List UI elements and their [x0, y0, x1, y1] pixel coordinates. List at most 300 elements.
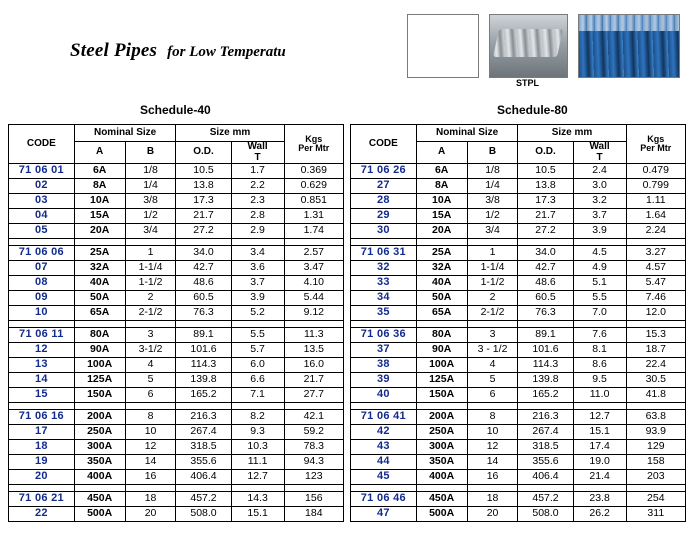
title-subtitle: for Low Temperatu — [167, 44, 286, 60]
schedule-40-table — [8, 124, 344, 522]
group-spacer-cell — [626, 485, 685, 492]
cell-od: 13.8 — [518, 179, 573, 194]
cell-od: 101.6 — [176, 343, 231, 358]
cell-od: 27.2 — [518, 224, 573, 239]
cell-od: 216.3 — [176, 410, 231, 425]
group-spacer-cell — [74, 485, 125, 492]
steel-pipes-cut-ends-photo — [489, 14, 568, 78]
cell-wall-t: 3.4 — [231, 246, 284, 261]
blue-coated-pipes-photo — [578, 14, 680, 78]
cell-od: 60.5 — [176, 291, 231, 306]
cell-nominal-a: 450A — [74, 492, 125, 507]
group-spacer-cell — [74, 403, 125, 410]
group-spacer — [351, 485, 686, 492]
group-spacer-cell — [626, 321, 685, 328]
table-row[interactable] — [9, 455, 344, 470]
cell-code: 71 06 11 — [9, 328, 75, 343]
cell-nominal-a: 400A — [74, 470, 125, 485]
cell-kgs-per-mtr: 11.3 — [284, 328, 343, 343]
title-main: Steel Pipes — [70, 40, 158, 61]
table-row[interactable] — [9, 410, 344, 425]
cell-nominal-b: 1-1/4 — [125, 261, 176, 276]
cell-wall-t: 26.2 — [573, 507, 626, 522]
cell-code: 04 — [9, 209, 75, 224]
cell-nominal-b: 5 — [125, 373, 176, 388]
cell-code: 71 06 36 — [351, 328, 417, 343]
cell-wall-t: 5.7 — [231, 343, 284, 358]
group-spacer-cell — [518, 485, 573, 492]
group-spacer-cell — [518, 239, 573, 246]
col-wall-line1: Wall — [589, 141, 610, 152]
cell-kgs-per-mtr: 4.57 — [626, 261, 685, 276]
schedule-80-table — [350, 124, 686, 522]
cell-kgs-per-mtr: 63.8 — [626, 410, 685, 425]
cell-code: 02 — [9, 179, 75, 194]
table-row[interactable] — [351, 388, 686, 403]
cell-nominal-a: 100A — [416, 358, 467, 373]
col-kgs-per-mtr — [626, 125, 685, 164]
cell-wall-t: 2.4 — [573, 164, 626, 179]
cell-wall-t: 9.3 — [231, 425, 284, 440]
cell-nominal-b: 3/8 — [125, 194, 176, 209]
group-spacer-cell — [467, 403, 518, 410]
cell-nominal-a: 8A — [74, 179, 125, 194]
cell-od: 406.4 — [176, 470, 231, 485]
cell-kgs-per-mtr: 311 — [626, 507, 685, 522]
cell-nominal-b: 3/4 — [125, 224, 176, 239]
cell-code: 44 — [351, 455, 417, 470]
table-row[interactable] — [9, 261, 344, 276]
cell-kgs-per-mtr: 94.3 — [284, 455, 343, 470]
cell-code: 20 — [9, 470, 75, 485]
cell-od: 89.1 — [518, 328, 573, 343]
group-spacer-cell — [467, 321, 518, 328]
cell-nominal-b: 1/8 — [125, 164, 176, 179]
table-row[interactable] — [9, 276, 344, 291]
cell-nominal-a: 10A — [416, 194, 467, 209]
table-row[interactable] — [9, 209, 344, 224]
table-row[interactable] — [351, 261, 686, 276]
table-row[interactable] — [9, 306, 344, 321]
cell-kgs-per-mtr: 21.7 — [284, 373, 343, 388]
cell-wall-t: 6.6 — [231, 373, 284, 388]
cell-nominal-b: 2 — [125, 291, 176, 306]
group-spacer-cell — [518, 403, 573, 410]
cell-kgs-per-mtr: 0.369 — [284, 164, 343, 179]
group-spacer-cell — [9, 485, 75, 492]
cell-wall-t: 5.2 — [231, 306, 284, 321]
cell-nominal-a: 50A — [416, 291, 467, 306]
cell-od: 165.2 — [518, 388, 573, 403]
cell-od: 114.3 — [518, 358, 573, 373]
cell-nominal-a: 250A — [74, 425, 125, 440]
cell-code: 22 — [9, 507, 75, 522]
table-row[interactable] — [9, 388, 344, 403]
cell-kgs-per-mtr: 2.57 — [284, 246, 343, 261]
group-spacer-cell — [231, 321, 284, 328]
table-row[interactable] — [9, 343, 344, 358]
group-spacer-cell — [573, 485, 626, 492]
cell-nominal-a: 200A — [416, 410, 467, 425]
cell-kgs-per-mtr: 123 — [284, 470, 343, 485]
cell-wall-t: 12.7 — [231, 470, 284, 485]
cell-nominal-a: 6A — [416, 164, 467, 179]
cell-od: 267.4 — [518, 425, 573, 440]
cell-nominal-b: 18 — [125, 492, 176, 507]
table-row[interactable] — [351, 455, 686, 470]
cell-kgs-per-mtr: 3.47 — [284, 261, 343, 276]
col-kgs-line2: Per Mtr — [298, 143, 330, 153]
group-spacer-cell — [467, 485, 518, 492]
cell-wall-t: 2.9 — [231, 224, 284, 239]
group-spacer-cell — [416, 321, 467, 328]
cell-od: 457.2 — [518, 492, 573, 507]
cell-od: 34.0 — [518, 246, 573, 261]
cell-nominal-a: 150A — [74, 388, 125, 403]
table-row[interactable] — [351, 470, 686, 485]
cell-wall-t: 2.2 — [231, 179, 284, 194]
cell-code: 34 — [351, 291, 417, 306]
cell-nominal-a: 80A — [416, 328, 467, 343]
cell-code: 29 — [351, 209, 417, 224]
table-row[interactable] — [9, 373, 344, 388]
cell-od: 13.8 — [176, 179, 231, 194]
group-spacer — [9, 403, 344, 410]
cell-nominal-b: 10 — [125, 425, 176, 440]
page-title — [70, 40, 286, 62]
table-row[interactable] — [351, 373, 686, 388]
cell-nominal-b: 1 — [125, 246, 176, 261]
cell-nominal-a: 6A — [74, 164, 125, 179]
cell-nominal-a: 125A — [416, 373, 467, 388]
cell-kgs-per-mtr: 156 — [284, 492, 343, 507]
table-row[interactable] — [351, 224, 686, 239]
cell-nominal-b: 16 — [467, 470, 518, 485]
cell-nominal-b: 3 - 1/2 — [467, 343, 518, 358]
cell-od: 165.2 — [176, 388, 231, 403]
table-row[interactable] — [9, 246, 344, 261]
group-spacer — [9, 239, 344, 246]
schedule-40-table-body — [9, 164, 344, 522]
cell-code: 43 — [351, 440, 417, 455]
cell-nominal-b: 1/4 — [125, 179, 176, 194]
cell-code: 17 — [9, 425, 75, 440]
cell-nominal-b: 18 — [467, 492, 518, 507]
table-row[interactable] — [9, 358, 344, 373]
cell-nominal-b: 1-1/2 — [125, 276, 176, 291]
cell-nominal-a: 80A — [74, 328, 125, 343]
group-spacer-cell — [284, 403, 343, 410]
cell-od: 10.5 — [518, 164, 573, 179]
cell-nominal-a: 40A — [416, 276, 467, 291]
cell-nominal-b: 2-1/2 — [125, 306, 176, 321]
group-spacer-cell — [284, 239, 343, 246]
table-row[interactable] — [351, 507, 686, 522]
cell-wall-t: 15.1 — [231, 507, 284, 522]
group-spacer-cell — [125, 403, 176, 410]
cell-nominal-b: 14 — [125, 455, 176, 470]
cell-nominal-a: 90A — [416, 343, 467, 358]
cell-nominal-a: 350A — [416, 455, 467, 470]
cell-kgs-per-mtr: 15.3 — [626, 328, 685, 343]
table-row[interactable] — [351, 410, 686, 425]
cell-code: 40 — [351, 388, 417, 403]
cell-code: 12 — [9, 343, 75, 358]
cell-kgs-per-mtr: 12.0 — [626, 306, 685, 321]
cell-nominal-a: 25A — [74, 246, 125, 261]
schedule-80-heading: Schedule-80 — [497, 103, 568, 117]
cell-wall-t: 7.1 — [231, 388, 284, 403]
group-spacer-cell — [573, 321, 626, 328]
group-spacer-cell — [416, 403, 467, 410]
cell-nominal-a: 65A — [74, 306, 125, 321]
cell-od: 267.4 — [176, 425, 231, 440]
table-row[interactable] — [9, 224, 344, 239]
group-spacer — [9, 321, 344, 328]
group-spacer-cell — [416, 485, 467, 492]
group-spacer — [9, 485, 344, 492]
table-row[interactable] — [9, 328, 344, 343]
cell-nominal-a: 350A — [74, 455, 125, 470]
cell-kgs-per-mtr: 16.0 — [284, 358, 343, 373]
table-row[interactable] — [9, 194, 344, 209]
cell-wall-t: 9.5 — [573, 373, 626, 388]
col-b: B — [125, 142, 176, 164]
cell-nominal-a: 40A — [74, 276, 125, 291]
cell-od: 318.5 — [518, 440, 573, 455]
cell-nominal-a: 20A — [416, 224, 467, 239]
cell-code: 71 06 26 — [351, 164, 417, 179]
cell-nominal-b: 20 — [467, 507, 518, 522]
cell-wall-t: 10.3 — [231, 440, 284, 455]
cell-wall-t: 8.6 — [573, 358, 626, 373]
cell-kgs-per-mtr: 42.1 — [284, 410, 343, 425]
table-row[interactable] — [9, 470, 344, 485]
cell-nominal-b: 20 — [125, 507, 176, 522]
group-spacer-cell — [231, 403, 284, 410]
cell-code: 37 — [351, 343, 417, 358]
cell-kgs-per-mtr: 1.74 — [284, 224, 343, 239]
cell-code: 71 06 46 — [351, 492, 417, 507]
table-row[interactable] — [351, 492, 686, 507]
cell-nominal-a: 300A — [416, 440, 467, 455]
cell-code: 15 — [9, 388, 75, 403]
cell-od: 27.2 — [176, 224, 231, 239]
table-row[interactable] — [9, 440, 344, 455]
group-spacer — [351, 239, 686, 246]
cell-wall-t: 14.3 — [231, 492, 284, 507]
group-spacer-cell — [467, 239, 518, 246]
cell-code: 38 — [351, 358, 417, 373]
cell-nominal-b: 3-1/2 — [125, 343, 176, 358]
group-spacer-cell — [573, 239, 626, 246]
cell-nominal-a: 250A — [416, 425, 467, 440]
cell-kgs-per-mtr: 158 — [626, 455, 685, 470]
cell-kgs-per-mtr: 30.5 — [626, 373, 685, 388]
table-row[interactable] — [9, 291, 344, 306]
schedule-40-heading: Schedule-40 — [140, 103, 211, 117]
cell-wall-t: 4.5 — [573, 246, 626, 261]
cell-code: 27 — [351, 179, 417, 194]
cell-wall-t: 11.0 — [573, 388, 626, 403]
cell-code: 30 — [351, 224, 417, 239]
table-row[interactable] — [9, 507, 344, 522]
cell-nominal-a: 15A — [416, 209, 467, 224]
table-row[interactable] — [351, 164, 686, 179]
group-spacer — [351, 321, 686, 328]
cell-nominal-b: 6 — [467, 388, 518, 403]
cell-od: 48.6 — [518, 276, 573, 291]
col-kgs-line2: Per Mtr — [640, 143, 672, 153]
cell-nominal-b: 1/2 — [467, 209, 518, 224]
table-row[interactable] — [351, 328, 686, 343]
cell-wall-t: 7.6 — [573, 328, 626, 343]
cell-code: 10 — [9, 306, 75, 321]
col-b: B — [467, 142, 518, 164]
cell-nominal-b: 3/4 — [467, 224, 518, 239]
cell-wall-t: 3.7 — [573, 209, 626, 224]
cell-kgs-per-mtr: 0.479 — [626, 164, 685, 179]
table-row[interactable] — [351, 179, 686, 194]
cell-nominal-a: 400A — [416, 470, 467, 485]
col-kgs-line1: Kgs — [647, 133, 665, 144]
cell-kgs-per-mtr: 0.799 — [626, 179, 685, 194]
cell-nominal-a: 8A — [416, 179, 467, 194]
cell-od: 139.8 — [176, 373, 231, 388]
cell-nominal-a: 50A — [74, 291, 125, 306]
table-row[interactable] — [351, 209, 686, 224]
cell-kgs-per-mtr: 1.31 — [284, 209, 343, 224]
cell-nominal-b: 1-1/4 — [467, 261, 518, 276]
cell-code: 19 — [9, 455, 75, 470]
cell-od: 406.4 — [518, 470, 573, 485]
cell-od: 17.3 — [176, 194, 231, 209]
cell-od: 457.2 — [176, 492, 231, 507]
cell-kgs-per-mtr: 9.12 — [284, 306, 343, 321]
table-row[interactable] — [9, 164, 344, 179]
col-size-mm: Size mm — [518, 125, 626, 142]
cell-wall-t: 1.7 — [231, 164, 284, 179]
cell-od: 89.1 — [176, 328, 231, 343]
table-row[interactable] — [351, 276, 686, 291]
cell-od: 17.3 — [518, 194, 573, 209]
cell-code: 71 06 06 — [9, 246, 75, 261]
cell-wall-t: 3.9 — [231, 291, 284, 306]
table-row[interactable] — [351, 194, 686, 209]
cell-wall-t: 3.9 — [573, 224, 626, 239]
cell-nominal-a: 32A — [74, 261, 125, 276]
cell-wall-t: 15.1 — [573, 425, 626, 440]
cell-nominal-b: 12 — [125, 440, 176, 455]
table-row[interactable] — [351, 358, 686, 373]
cell-kgs-per-mtr: 78.3 — [284, 440, 343, 455]
cell-code: 42 — [351, 425, 417, 440]
group-spacer-cell — [176, 485, 231, 492]
cell-wall-t: 8.1 — [573, 343, 626, 358]
col-code: CODE — [351, 125, 417, 164]
cell-wall-t: 2.3 — [231, 194, 284, 209]
cell-nominal-b: 8 — [125, 410, 176, 425]
group-spacer-cell — [351, 485, 417, 492]
cell-code: 18 — [9, 440, 75, 455]
table-row[interactable] — [351, 291, 686, 306]
cell-wall-t: 3.0 — [573, 179, 626, 194]
cell-wall-t: 6.0 — [231, 358, 284, 373]
group-spacer-cell — [176, 239, 231, 246]
cell-code: 32 — [351, 261, 417, 276]
cell-wall-t: 5.5 — [231, 328, 284, 343]
cell-nominal-b: 2 — [467, 291, 518, 306]
cell-nominal-b: 1/8 — [467, 164, 518, 179]
table-row[interactable] — [351, 246, 686, 261]
cell-kgs-per-mtr: 1.64 — [626, 209, 685, 224]
group-spacer-cell — [351, 239, 417, 246]
cell-code: 09 — [9, 291, 75, 306]
table-row[interactable] — [351, 440, 686, 455]
cell-code: 13 — [9, 358, 75, 373]
cell-kgs-per-mtr: 93.9 — [626, 425, 685, 440]
group-spacer — [351, 403, 686, 410]
table-row[interactable] — [351, 425, 686, 440]
cell-code: 35 — [351, 306, 417, 321]
group-spacer-cell — [9, 403, 75, 410]
cell-wall-t: 23.8 — [573, 492, 626, 507]
group-spacer-cell — [74, 321, 125, 328]
cell-od: 21.7 — [518, 209, 573, 224]
col-wall — [231, 142, 284, 164]
table-row[interactable] — [9, 425, 344, 440]
cell-kgs-per-mtr: 18.7 — [626, 343, 685, 358]
group-spacer-cell — [125, 485, 176, 492]
cell-od: 508.0 — [176, 507, 231, 522]
cell-od: 42.7 — [518, 261, 573, 276]
cell-nominal-b: 2-1/2 — [467, 306, 518, 321]
cell-wall-t: 2.8 — [231, 209, 284, 224]
cell-nominal-a: 15A — [74, 209, 125, 224]
col-kgs-per-mtr — [284, 125, 343, 164]
cell-nominal-a: 32A — [416, 261, 467, 276]
cell-wall-t: 17.4 — [573, 440, 626, 455]
table-row[interactable] — [9, 179, 344, 194]
cell-wall-t: 8.2 — [231, 410, 284, 425]
cell-nominal-a: 90A — [74, 343, 125, 358]
cell-code: 14 — [9, 373, 75, 388]
cell-nominal-a: 125A — [74, 373, 125, 388]
cell-od: 76.3 — [176, 306, 231, 321]
table-row[interactable] — [351, 343, 686, 358]
cell-kgs-per-mtr: 2.24 — [626, 224, 685, 239]
cell-od: 216.3 — [518, 410, 573, 425]
cell-kgs-per-mtr: 13.5 — [284, 343, 343, 358]
cell-code: 71 06 16 — [9, 410, 75, 425]
cell-od: 355.6 — [518, 455, 573, 470]
group-spacer-cell — [626, 403, 685, 410]
group-spacer-cell — [231, 485, 284, 492]
cell-nominal-b: 6 — [125, 388, 176, 403]
col-kgs-line1: Kgs — [305, 133, 323, 144]
cell-kgs-per-mtr: 1.11 — [626, 194, 685, 209]
group-spacer-cell — [74, 239, 125, 246]
cell-kgs-per-mtr: 7.46 — [626, 291, 685, 306]
table-row[interactable] — [351, 306, 686, 321]
group-spacer-cell — [176, 321, 231, 328]
cell-od: 34.0 — [176, 246, 231, 261]
col-size-mm: Size mm — [176, 125, 284, 142]
cell-kgs-per-mtr: 4.10 — [284, 276, 343, 291]
table-row[interactable] — [9, 492, 344, 507]
group-spacer-cell — [351, 403, 417, 410]
cell-nominal-b: 3 — [125, 328, 176, 343]
